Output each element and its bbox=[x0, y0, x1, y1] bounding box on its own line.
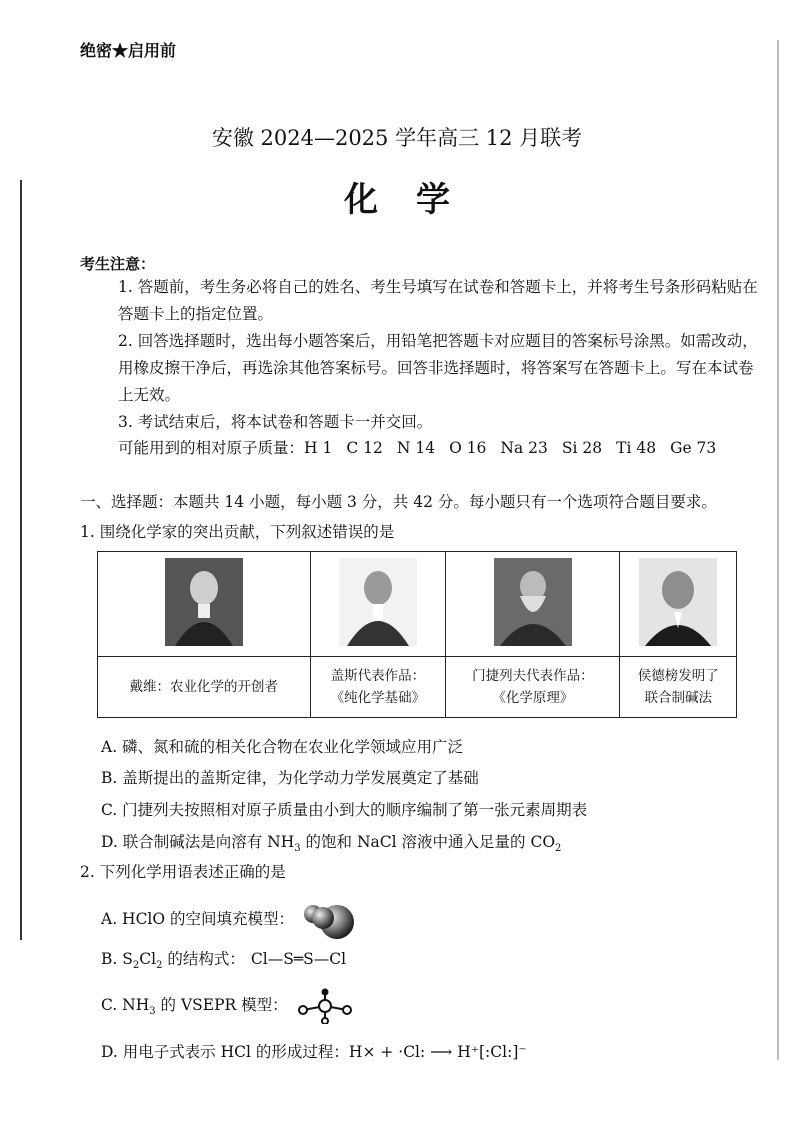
caption-hess-line1: 盖斯代表作品： bbox=[330, 668, 426, 684]
mass-ge: Ge 73 bbox=[670, 439, 717, 457]
mass-ti: Ti 48 bbox=[616, 439, 657, 457]
q2b-sub-2: 2 bbox=[156, 960, 163, 972]
question-1-stem: 1. 围绕化学家的突出贡献，下列叙述错误的是 bbox=[80, 523, 395, 541]
mass-si: Si 28 bbox=[561, 439, 603, 457]
q1d-text-2: 的饱和 NaCl 溶液中通入足量的 CO bbox=[300, 833, 556, 851]
q2a-text: A. HClO 的空间填充模型： bbox=[101, 910, 295, 928]
q1-option-d bbox=[101, 830, 561, 854]
q1d-sub-3: 3 bbox=[294, 843, 301, 855]
portrait-davy-image bbox=[165, 558, 243, 646]
portrait-cell-mendeleev bbox=[446, 552, 620, 657]
q2c-sub-3: 3 bbox=[149, 1006, 156, 1018]
q2-option-d bbox=[101, 1040, 527, 1062]
mass-o: O 16 bbox=[449, 439, 487, 457]
portrait-cell-davy bbox=[98, 552, 311, 657]
q2b-text-1: B. S bbox=[101, 950, 133, 968]
vsepr-model-icon bbox=[293, 988, 357, 1024]
portrait-mendeleev-image bbox=[494, 558, 572, 646]
electron-formula: H× + ·Cl: ⟶ H⁺[:Cl:]⁻ bbox=[348, 1043, 527, 1061]
caption-hess bbox=[310, 657, 446, 718]
q2c-text-2: 的 VSEPR 模型： bbox=[155, 996, 288, 1014]
caption-mendeleev-line1: 门捷列夫代表作品： bbox=[472, 668, 594, 684]
caption-mendeleev bbox=[446, 657, 620, 718]
question-2-stem: 2. 下列化学用语表述正确的是 bbox=[80, 863, 286, 881]
q1d-text-1: D. 联合制碱法是向溶有 NH bbox=[101, 833, 295, 851]
exam-title: 安徽 2024—2025 学年高三 12 月联考 bbox=[211, 126, 583, 150]
portrait-hess-image bbox=[339, 558, 417, 646]
q2-option-c bbox=[101, 988, 357, 1024]
q2b-sub-1: 2 bbox=[132, 960, 140, 972]
q2-option-a bbox=[101, 900, 357, 940]
q2b-text-3: 的结构式： bbox=[162, 950, 245, 968]
caption-davy-text: 戴维：农业化学的开创者 bbox=[129, 679, 278, 695]
caption-davy bbox=[98, 657, 311, 718]
portrait-hou-image bbox=[639, 558, 717, 646]
caption-hou bbox=[620, 657, 737, 718]
mass-c: C 12 bbox=[346, 439, 383, 457]
mass-na: Na 23 bbox=[500, 439, 548, 457]
notice-item-1: 1. 答题前，考生务必将自己的姓名、考生号填写在试卷和答题卡上，并将考生号条形码粘贴在答题卡上的指定位置。 bbox=[118, 278, 758, 323]
notice-heading: 考生注意： bbox=[80, 255, 156, 273]
caption-hou-line2: 联合制碱法 bbox=[644, 690, 712, 706]
portrait-cell-hess bbox=[310, 552, 446, 657]
q2-option-b bbox=[101, 947, 346, 971]
section-heading: 一、选择题：本题共 14 小题，每小题 3 分，共 42 分。每小题只有一个选项符合题目要求。 bbox=[80, 493, 717, 511]
atomic-masses bbox=[118, 436, 730, 458]
chemist-table bbox=[97, 551, 737, 718]
portrait-cell-hou bbox=[620, 552, 737, 657]
structural-formula: Cl—S═S—Cl bbox=[250, 950, 347, 968]
mass-n: N 14 bbox=[396, 439, 436, 457]
confidential-label: 绝密★启用前 bbox=[80, 41, 177, 60]
caption-mendeleev-line2: 《化学原理》 bbox=[492, 690, 574, 706]
q1d-sub-2: 2 bbox=[555, 843, 562, 855]
caption-hou-line1: 侯德榜发明了 bbox=[637, 668, 719, 684]
binding-line bbox=[20, 180, 22, 940]
masses-label: 可能用到的相对原子质量： bbox=[118, 439, 305, 457]
notice-item-3: 3. 考试结束后，将本试卷和答题卡一并交回。 bbox=[118, 413, 433, 431]
caption-hess-line2: 《纯化学基础》 bbox=[330, 690, 426, 706]
q2c-text-1: C. NH bbox=[101, 996, 150, 1014]
q2d-text: D. 用电子式表示 HCl 的形成过程： bbox=[101, 1043, 349, 1061]
q1-option-a: A. 磷、氮和硫的相关化合物在农业化学领域应用广泛 bbox=[101, 738, 464, 756]
space-filling-model-icon bbox=[299, 900, 357, 940]
q2b-text-2: Cl bbox=[139, 950, 157, 968]
q1-option-c: C. 门捷列夫按照相对原子质量由小到大的顺序编制了第一张元素周期表 bbox=[101, 801, 588, 819]
q1-option-b: B. 盖斯提出的盖斯定律，为化学动力学发展奠定了基础 bbox=[101, 769, 479, 787]
notice-item-2: 2. 回答选择题时，选出每小题答案后，用铅笔把答题卡对应题目的答案标号涂黑。如需改动，用橡皮擦干净后，再选涂其他答案标号。回答非选择题时，将答案写在答题卡上。写在本试卷上无效。 bbox=[118, 332, 758, 404]
subject-title: 化学 bbox=[344, 180, 488, 220]
mass-h: H 1 bbox=[304, 439, 333, 457]
